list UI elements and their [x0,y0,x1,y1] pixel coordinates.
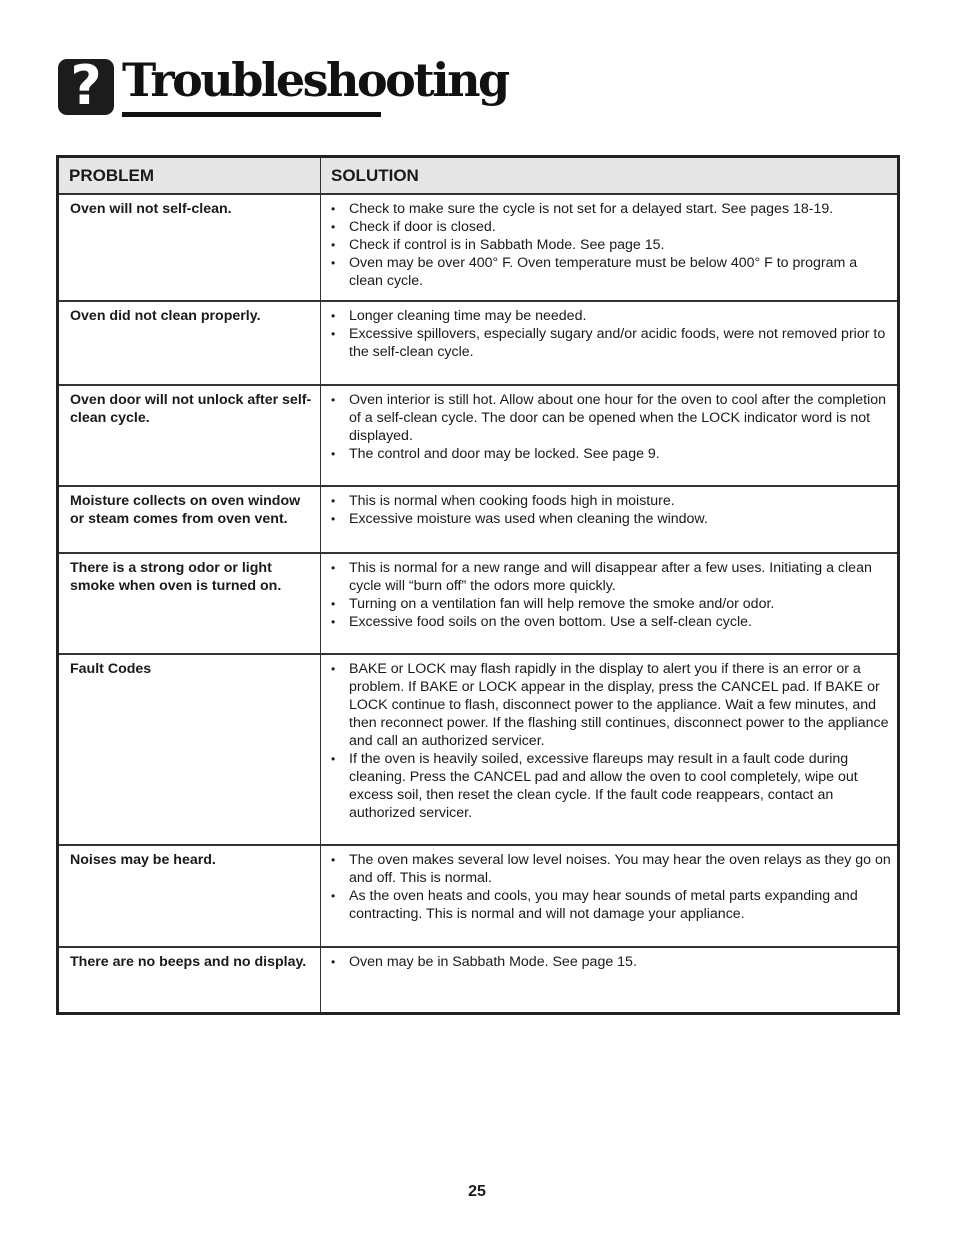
solution-list [329,391,891,463]
page-title: Troubleshooting [122,53,508,107]
solution-item: • Oven may be over 400° F. Oven temperature must be below 400° F to program a clean cycle. [329,254,891,290]
problem-column-header: PROBLEM [58,157,321,195]
solution-cell [321,486,899,553]
solution-cell [321,194,899,301]
table-body [58,194,899,1013]
solution-list [329,953,891,971]
solution-list [329,307,891,361]
troubleshooting-table [56,155,900,1015]
solution-item: • The oven makes several low level noises. You may hear the oven relays as they go on and off. This is normal. [329,851,891,887]
question-mark-icon [58,54,114,117]
question-mark-glyph: ? [70,54,102,117]
solution-item: • If the oven is heavily soiled, excessive flareups may result in a fault code during cleaning. Press the CANCEL pad and allow the oven to cool completely, wipe out excess soil, then reset the clean cycle. If the fault code reappears, contact an authorized servicer. [329,750,891,822]
solution-list [329,200,891,290]
solution-item: • Excessive food soils on the oven bottom. Use a self-clean cycle. [329,613,891,631]
page-number: 25 [468,1183,486,1200]
solution-item: • This is normal when cooking foods high in moisture. [329,492,891,510]
table-header-row [58,157,899,195]
problem-cell: Oven will not self-clean. [58,194,321,301]
table-row [58,654,899,845]
solution-item: • Check if door is closed. [329,218,891,236]
solution-cell [321,845,899,947]
table-row [58,845,899,947]
solution-list [329,559,891,631]
table-row [58,301,899,385]
solution-cell [321,301,899,385]
solution-cell [321,385,899,486]
table-row [58,553,899,654]
problem-cell: There are no beeps and no display. [58,947,321,1013]
problem-cell: Fault Codes [58,654,321,845]
solution-item: • Oven interior is still hot. Allow about one hour for the oven to cool after the completion of a self-clean cycle. The door can be opened when the LOCK indicator word is not displayed. [329,391,891,445]
problem-cell: Oven door will not unlock after self-clean cycle. [58,385,321,486]
table-row [58,947,899,1013]
solution-cell [321,947,899,1013]
problem-cell: There is a strong odor or light smoke when oven is turned on. [58,553,321,654]
solution-item: • Check to make sure the cycle is not set for a delayed start. See pages 18-19. [329,200,891,218]
solution-item: • Excessive moisture was used when cleaning the window. [329,510,891,528]
solution-item: • This is normal for a new range and will disappear after a few uses. Initiating a clean cycle will “burn off” the odors more quickly. [329,559,891,595]
solution-item: • Oven may be in Sabbath Mode. See page 15. [329,953,891,971]
problem-cell: Oven did not clean properly. [58,301,321,385]
table-row [58,194,899,301]
solution-cell [321,553,899,654]
solution-cell [321,654,899,845]
solution-item: • Check if control is in Sabbath Mode. See page 15. [329,236,891,254]
solution-item: • Longer cleaning time may be needed. [329,307,891,325]
solution-item: • Excessive spillovers, especially sugary and/or acidic foods, were not removed prior to the self-clean cycle. [329,325,891,361]
solution-list [329,492,891,528]
problem-cell: Noises may be heard. [58,845,321,947]
title-underline [122,112,381,117]
table-row [58,486,899,553]
solution-item: • BAKE or LOCK may flash rapidly in the display to alert you if there is an error or a problem. If BAKE or LOCK appear in the display, press the CANCEL pad. If BAKE or LOCK continue to flash, disconnect power to the appliance. Wait a few minutes, and then reconnect power. If the flashing still continues, disconnect power to the appliance and call an authorized servicer. [329,660,891,750]
solution-column-header: SOLUTION [321,157,899,195]
table-row [58,385,899,486]
solution-list [329,660,891,822]
solution-item: • The control and door may be locked. See page 9. [329,445,891,463]
solution-list [329,851,891,923]
solution-item: • As the oven heats and cools, you may hear sounds of metal parts expanding and contracting. This is normal and will not damage your appliance. [329,887,891,923]
problem-cell: Moisture collects on oven window or steam comes from oven vent. [58,486,321,553]
solution-item: • Turning on a ventilation fan will help remove the smoke and/or odor. [329,595,891,613]
